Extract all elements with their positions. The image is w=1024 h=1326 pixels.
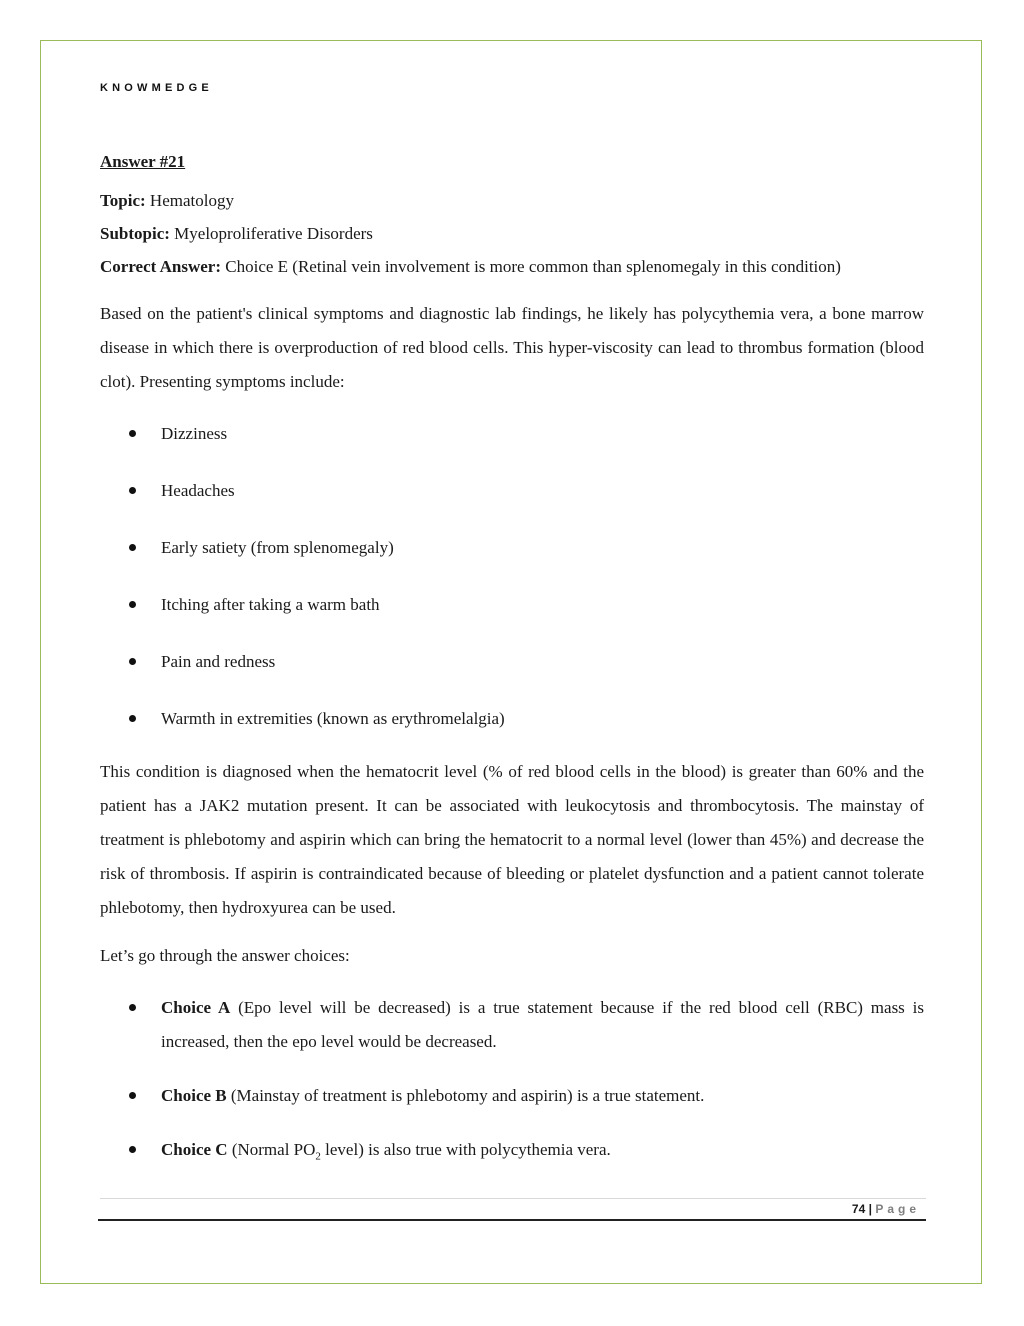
choice-a-label: Choice A [161, 998, 231, 1017]
symptom-text: Early satiety (from splenomegaly) [161, 538, 394, 557]
choice-c-text: (Normal PO [227, 1140, 316, 1159]
bullet-icon [129, 715, 136, 722]
list-item [100, 1079, 924, 1113]
list-item [100, 474, 924, 508]
topic-value: Hematology [149, 191, 234, 210]
choice-c-subscript: 2 [315, 1150, 321, 1163]
page-footer [100, 1202, 920, 1216]
subtopic-value: Myeloproliferative Disorders [174, 224, 373, 243]
bullet-icon [129, 1092, 136, 1099]
symptom-text: Pain and redness [161, 652, 276, 671]
correct-answer-label: Correct Answer: [100, 257, 222, 276]
list-item [100, 531, 924, 565]
bullet-icon [129, 487, 136, 494]
footer-divider [98, 1219, 926, 1221]
footer-divider-light [100, 1198, 926, 1199]
page-number: 74 [851, 1202, 866, 1216]
subtopic-label: Subtopic: [100, 224, 170, 243]
choice-list [100, 991, 924, 1167]
diagnosis-paragraph: This condition is diagnosed when the hematocrit level (% of red blood cells in the blood) is greater than 60% and the patient has a JAK2 mutation present. It can be associated with leukocytosis and thrombocytosis. The mainstay of treatment is phlebotomy and aspirin which can bring the hematocrit to a normal level (lower than 45%) and decrease the risk of thrombosis. If aspirin is contraindicated because of bleeding or platelet dysfunction and a patient cannot tolerate phlebotomy, then hydroxyurea can be used. [100, 762, 924, 917]
topic-label: Topic: [100, 191, 146, 210]
choice-c-text-end: level) is also true with polycythemia vera. [320, 1140, 611, 1159]
choice-b-label: Choice B [161, 1086, 227, 1105]
bullet-icon [129, 430, 136, 437]
choice-b-text: (Mainstay of treatment is phlebotomy and aspirin) is a true statement. [226, 1086, 705, 1105]
answer-title: Answer #21 [100, 152, 186, 171]
list-item [100, 1133, 924, 1167]
footer-separator: | [865, 1202, 876, 1216]
bullet-icon [129, 544, 136, 551]
list-item [100, 417, 924, 451]
list-item [100, 645, 924, 679]
subtopic-line [100, 217, 924, 250]
choice-a-text: (Epo level will be decreased) is a true statement because if the red blood cell (RBC) mass is increased, then the epo level would be decreased. [161, 998, 924, 1051]
symptom-text: Itching after taking a warm bath [161, 595, 380, 614]
symptom-text: Headaches [161, 481, 235, 500]
bullet-icon [129, 658, 136, 665]
list-item [100, 588, 924, 622]
choice-c-label: Choice C [161, 1140, 228, 1159]
list-item [100, 702, 924, 736]
correct-answer-line [100, 250, 924, 283]
bullet-icon [129, 1146, 136, 1153]
brand-header: KNOWMEDGE [100, 82, 213, 94]
page-word: Page [875, 1202, 920, 1216]
bullet-icon [129, 601, 136, 608]
symptom-text: Dizziness [161, 424, 228, 443]
document-body [100, 150, 924, 1187]
correct-answer-value: Choice E (Retinal vein involvement is more common than splenomegaly in this condition) [225, 257, 841, 276]
symptom-text: Warmth in extremities (known as erythromelalgia) [161, 709, 505, 728]
topic-line [100, 184, 924, 217]
choices-intro: Let’s go through the answer choices: [100, 946, 350, 965]
intro-paragraph: Based on the patient's clinical symptoms and diagnostic lab findings, he likely has polycythemia vera, a bone marrow disease in which there is overproduction of red blood cells. This hyper-viscosity can lead to thrombus formation (blood clot). Presenting symptoms include: [100, 304, 924, 391]
list-item [100, 991, 924, 1059]
symptom-list [100, 417, 924, 736]
bullet-icon [129, 1004, 136, 1011]
